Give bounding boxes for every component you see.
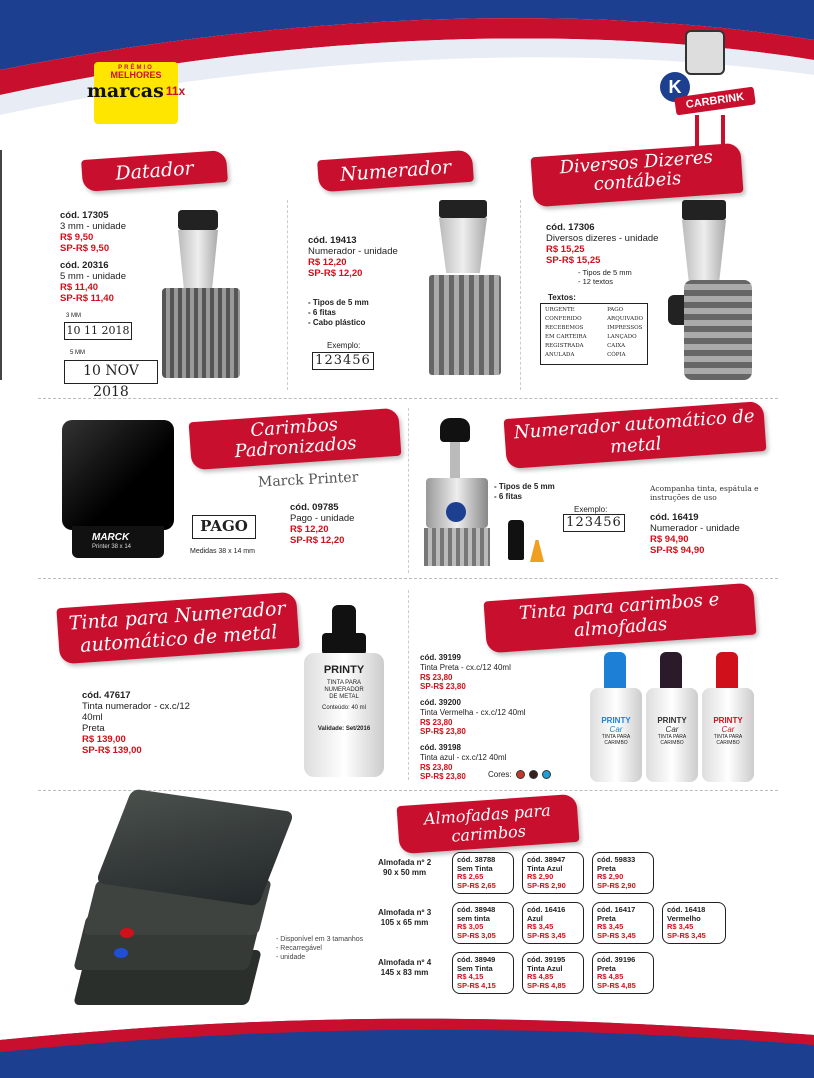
almofada-desc: Preta (597, 963, 616, 973)
color-dot-black (529, 770, 538, 779)
tinta-num-bottle-icon (304, 605, 384, 777)
almofada-desc: Vermelho (667, 913, 701, 923)
datador-sp-1: SP-R$ 9,50 (60, 243, 110, 254)
padronizados-measure: Medidas 38 x 14 mm (190, 548, 255, 555)
award-top: PRÊMIO (118, 65, 154, 71)
numerador-banner (317, 150, 474, 193)
tinta-num-bottle-l1: TINTA PARA (326, 680, 362, 686)
auto-note: Acompanha tinta, espátula e instruções de uso (650, 484, 759, 502)
dizeres-text: CAIXA (607, 343, 626, 349)
ink-bottle-l1: TINTA PARA (713, 734, 743, 740)
dizeres-texts-left (545, 306, 587, 362)
footer-swoosh (0, 1010, 814, 1078)
almofada-item (452, 852, 514, 894)
ink-bottle-brand: PRINTY (657, 716, 687, 725)
numerador-example-label: Exemplo: (327, 341, 361, 350)
auto-sp: SP-R$ 94,90 (650, 545, 705, 556)
tinta-car-sp-2: SP-R$ 23,80 (420, 727, 466, 736)
almofadas-title: Almofadas para carimbos (423, 800, 552, 846)
tinta-num-bottle-l4: Conteúdo: 40 ml (321, 705, 367, 711)
ink-bottle-icon (508, 520, 524, 560)
numerador-features (308, 298, 369, 328)
tinta-num-bottle-brand: PRINTY (323, 664, 365, 676)
almofada-code: cód. 39195 (527, 955, 566, 964)
tinta-car-desc-3: Tinta azul - cx.c/12 40ml (420, 753, 507, 762)
brand-logo (655, 30, 755, 150)
tinta-num-color: Preta (82, 723, 105, 734)
padronizados-code: cód. 09785 (290, 502, 339, 513)
padronizados-sample: PAGO (192, 515, 256, 539)
ink-bottle-blue-icon (590, 652, 642, 782)
tinta-car-title: Tinta para carimbos e almofadas (518, 589, 720, 642)
divider-v4 (408, 590, 409, 780)
almofada-code: cód. 16417 (597, 905, 636, 914)
almofadas-features (276, 935, 363, 962)
almofada-desc: Sem Tinta (457, 963, 493, 973)
datador-item-2 (60, 260, 126, 304)
almofada-sp: SP-R$ 4,85 (597, 980, 636, 990)
tinta-car-desc-2: Tinta Vermelha - cx.c/12 40ml (420, 708, 526, 717)
almofada-row-3-name: Almofada nº 3 (378, 908, 432, 917)
tinta-car-price-3: R$ 23,80 (420, 762, 453, 772)
almofada-sp: SP-R$ 3,45 (597, 930, 636, 940)
almofada-code: cód. 38948 (457, 905, 496, 914)
almofada-code: cód. 16416 (527, 905, 566, 914)
dizeres-texts-table (540, 303, 648, 365)
dizeres-title: Diversos Dizeres contábeis (558, 146, 714, 195)
ink-bottles-icon (590, 652, 760, 782)
almofada-desc: sem tinta (457, 913, 490, 923)
almofada-price: R$ 4,85 (597, 972, 624, 981)
almofada-desc: Sem Tinta (457, 863, 493, 873)
dizeres-text: CONFERIDO (545, 316, 582, 322)
ink-bottle-sub: Car (609, 725, 623, 734)
almofada-sp: SP-R$ 4,85 (527, 980, 566, 990)
almofada-desc: Azul (527, 913, 543, 923)
award-main: marcas (86, 80, 164, 102)
numerador-item (308, 235, 398, 279)
dizeres-device-icon (668, 200, 758, 385)
datador-item-1 (60, 210, 126, 254)
marck-device-model: Printer 38 x 14 (92, 544, 132, 550)
divider-h1 (38, 398, 778, 399)
almofada-item (592, 902, 654, 944)
auto-desc: Numerador - unidade (650, 523, 740, 534)
tinta-car-item-2 (420, 697, 526, 737)
color-dot-blue (542, 770, 551, 779)
ink-bottle-brand: PRINTY (713, 716, 743, 725)
almofada-item (522, 902, 584, 944)
numerador-code: cód. 19413 (308, 235, 357, 246)
almofadas-feature-2: - Recarregável (276, 945, 322, 952)
almofada-price: R$ 3,45 (597, 922, 624, 931)
dizeres-texts-right (607, 306, 643, 362)
almofada-price: R$ 2,90 (597, 872, 624, 881)
dizeres-text: PAGO (607, 307, 624, 313)
padronizados-price: R$ 12,20 (290, 524, 329, 535)
auto-item (650, 512, 740, 556)
padronizados-desc: Pago - unidade (290, 513, 355, 524)
spatula-icon (530, 540, 544, 562)
datador-price-1: R$ 9,50 (60, 232, 94, 243)
divider-v1 (287, 200, 288, 390)
dizeres-text: LANÇADO (607, 334, 637, 340)
numerador-feature-1: - Tipos de 5 mm (308, 298, 369, 307)
auto-code: cód. 16419 (650, 512, 699, 523)
tinta-car-colors (488, 770, 551, 779)
almofada-code: cód. 39196 (597, 955, 636, 964)
mascot-icon (685, 30, 725, 75)
almofada-item (452, 902, 514, 944)
tinta-num-banner (56, 592, 299, 665)
almofadas-feature-1: - Disponível em 3 tamanhos (276, 936, 364, 943)
mascot-legs-icon (695, 115, 725, 147)
award-badge (86, 62, 186, 124)
auto-title: Numerador automático de metal (513, 405, 756, 458)
almofada-sp: SP-R$ 2,90 (527, 880, 566, 890)
stamp-pads-icon (70, 800, 280, 1010)
tinta-car-sp-3: SP-R$ 23,80 (420, 772, 466, 781)
datador-code-2: cód. 20316 (60, 260, 109, 271)
tinta-car-price-1: R$ 23,80 (420, 672, 453, 682)
divider-v2 (520, 200, 521, 390)
padronizados-title: Carimbos Padronizados (233, 414, 358, 463)
numerador-feature-3: - Cabo plástico (308, 318, 366, 327)
auto-banner (504, 401, 767, 469)
padronizados-item (290, 502, 354, 546)
almofadas-feature-3: - unidade (276, 954, 306, 961)
dizeres-text: CÓPIA (607, 352, 626, 358)
datador-banner (81, 150, 228, 192)
dizeres-desc: Diversos dizeres - unidade (546, 233, 659, 244)
tinta-car-item-1 (420, 652, 511, 692)
ink-bottle-brand: PRINTY (601, 716, 631, 725)
numerador-example: 123456 (312, 352, 374, 370)
almofada-price: R$ 2,90 (527, 872, 554, 881)
marck-device-icon (62, 420, 174, 558)
dizeres-text: RECEBEMOS (545, 325, 584, 331)
edge-line (0, 150, 2, 380)
dizeres-code: cód. 17306 (546, 222, 595, 233)
auto-features (494, 482, 555, 502)
dizeres-price: R$ 15,25 (546, 244, 585, 255)
dizeres-text: ARQUIVADO (607, 316, 643, 322)
ink-bottle-red-icon (702, 652, 754, 782)
almofada-sp: SP-R$ 3,45 (527, 930, 566, 940)
almofada-price: R$ 2,65 (457, 872, 484, 881)
ink-bottle-l2: CARIMBO (660, 740, 684, 746)
auto-feature-1: - Tipos de 5 mm (494, 482, 555, 491)
award-mid: MELHORES (110, 70, 162, 80)
dizeres-text: IMPRESSOS (607, 325, 643, 331)
tinta-num-bottle-l2: NUMERADOR (324, 687, 364, 693)
almofada-row-2-label (378, 858, 431, 878)
tinta-num-price: R$ 139,00 (82, 734, 126, 745)
numerador-price: R$ 12,20 (308, 257, 347, 268)
marck-device-brand: MARCK (92, 532, 130, 543)
dizeres-text: URGENTE (545, 307, 575, 313)
almofada-sp: SP-R$ 2,65 (457, 880, 496, 890)
almofada-item (592, 952, 654, 994)
dizeres-item (546, 222, 658, 266)
auto-example: 123456 (563, 514, 625, 532)
tinta-num-sp: SP-R$ 139,00 (82, 745, 142, 756)
padronizados-subtitle: Marck Printer (257, 469, 359, 491)
color-dot-red (516, 770, 525, 779)
almofada-row-3-size: 105 x 65 mm (380, 918, 429, 927)
dizeres-text: REGISTRADA (545, 343, 584, 349)
divider-h2 (38, 578, 778, 579)
almofada-item (452, 952, 514, 994)
tinta-car-sp-1: SP-R$ 23,80 (420, 682, 466, 691)
almofada-code: cód. 38949 (457, 955, 496, 964)
almofada-sp: SP-R$ 3,05 (457, 930, 496, 940)
dizeres-features (578, 268, 632, 286)
almofada-price: R$ 3,45 (667, 922, 694, 931)
ink-bottle-sub: Car (721, 725, 735, 734)
dizeres-feature-2: - 12 textos (578, 277, 614, 286)
almofada-row-4-label (378, 958, 431, 978)
ink-bottle-l2: CARIMBO (716, 740, 740, 746)
ink-bottle-l1: TINTA PARA (657, 734, 687, 740)
tinta-num-code: cód. 47617 (82, 690, 131, 701)
numerador-device-icon (425, 200, 515, 380)
datador-code-1: cód. 17305 (60, 210, 109, 221)
dizeres-banner (531, 143, 744, 208)
ink-bottle-sub: Car (665, 725, 679, 734)
datador-sample-5mm: 10 NOV 2018 (64, 360, 158, 384)
almofada-desc: Tinta Azul (527, 963, 563, 973)
datador-label-3mm: 3 MM (66, 313, 81, 319)
almofada-price: R$ 3,05 (457, 922, 484, 931)
numerador-title: Numerador (339, 156, 452, 186)
padronizados-banner (189, 408, 402, 471)
datador-sp-2: SP-R$ 11,40 (60, 293, 114, 304)
almofada-sp: SP-R$ 4,15 (457, 980, 496, 990)
numerador-feature-2: - 6 fitas (308, 308, 337, 317)
auto-feature-2: - 6 fitas (494, 492, 523, 501)
datador-sample-3mm: 10 11 2018 (64, 322, 132, 340)
numerador-desc: Numerador - unidade (308, 246, 398, 257)
almofada-price: R$ 4,15 (457, 972, 484, 981)
almofada-item (522, 852, 584, 894)
tinta-car-desc-1: Tinta Preta - cx.c/12 40ml (420, 663, 511, 672)
almofada-code: cód. 38947 (527, 855, 566, 864)
almofada-price: R$ 4,85 (527, 972, 554, 981)
tinta-num-item (82, 690, 190, 756)
ink-bottle-black-icon (646, 652, 698, 782)
dizeres-feature-1: - Tipos de 5 mm (578, 268, 632, 277)
tinta-num-title: Tinta para Numerador automático de metal (68, 597, 287, 657)
almofada-row-3-label (378, 908, 431, 928)
ink-bottle-l2: CARIMBO (604, 740, 628, 746)
almofada-row-4-name: Almofada nº 4 (378, 958, 432, 967)
almofada-desc: Preta (597, 913, 616, 923)
dizeres-text: EM CARTEIRA (545, 334, 587, 340)
almofada-sp: SP-R$ 3,45 (667, 930, 706, 940)
tinta-car-code-1: cód. 39199 (420, 653, 461, 662)
padronizados-sp: SP-R$ 12,20 (290, 535, 345, 546)
tinta-num-vol: 40ml (82, 712, 103, 723)
datador-price-2: R$ 11,40 (60, 282, 99, 293)
tinta-num-desc: Tinta numerador - cx.c/12 (82, 701, 190, 712)
almofada-code: cód. 59833 (597, 855, 636, 864)
almofada-code: cód. 38788 (457, 855, 496, 864)
datador-desc-2: 5 mm - unidade (60, 271, 127, 282)
almofada-sp: SP-R$ 2,90 (597, 880, 636, 890)
datador-title: Datador (114, 157, 195, 185)
almofada-desc: Preta (597, 863, 616, 873)
almofada-row-2-size: 90 x 50 mm (383, 868, 427, 877)
brand-name: CARBRINK (674, 87, 756, 116)
tinta-car-banner (484, 583, 757, 654)
tinta-num-bottle-l3: DE METAL (329, 694, 359, 700)
award-count: 11x (165, 84, 186, 98)
auto-price: R$ 94,90 (650, 534, 689, 545)
almofada-desc: Tinta Azul (527, 863, 563, 873)
almofadas-banner (397, 794, 580, 854)
divider-v3 (408, 408, 409, 573)
almofada-row-2-name: Almofada nº 2 (378, 858, 432, 867)
datador-desc-1: 3 mm - unidade (60, 221, 127, 232)
almofada-price: R$ 3,45 (527, 922, 554, 931)
almofada-item (662, 902, 726, 944)
ink-bottle-l1: TINTA PARA (601, 734, 631, 740)
tinta-car-code-3: cód. 39198 (420, 743, 461, 752)
almofada-item (522, 952, 584, 994)
tinta-car-colors-label: Cores: (488, 770, 512, 779)
tinta-car-code-2: cód. 39200 (420, 698, 461, 707)
almofada-row-4-size: 145 x 83 mm (380, 968, 429, 977)
datador-label-5mm: 5 MM (70, 350, 85, 356)
tinta-num-bottle-l5: Validade: Set/2016 (317, 726, 371, 732)
auto-numerador-device-icon (422, 418, 492, 568)
almofada-item (592, 852, 654, 894)
dizeres-text: ANULADA (545, 352, 575, 358)
numerador-sp: SP-R$ 12,20 (308, 268, 363, 279)
dizeres-sp: SP-R$ 15,25 (546, 255, 601, 266)
tinta-car-price-2: R$ 23,80 (420, 717, 453, 727)
auto-example-label: Exemplo: (574, 505, 608, 514)
dizeres-texts-label: Textos: (548, 293, 576, 302)
almofada-code: cód. 16418 (667, 905, 706, 914)
datador-device-icon (162, 210, 252, 380)
brand-k-icon: K (660, 72, 690, 102)
